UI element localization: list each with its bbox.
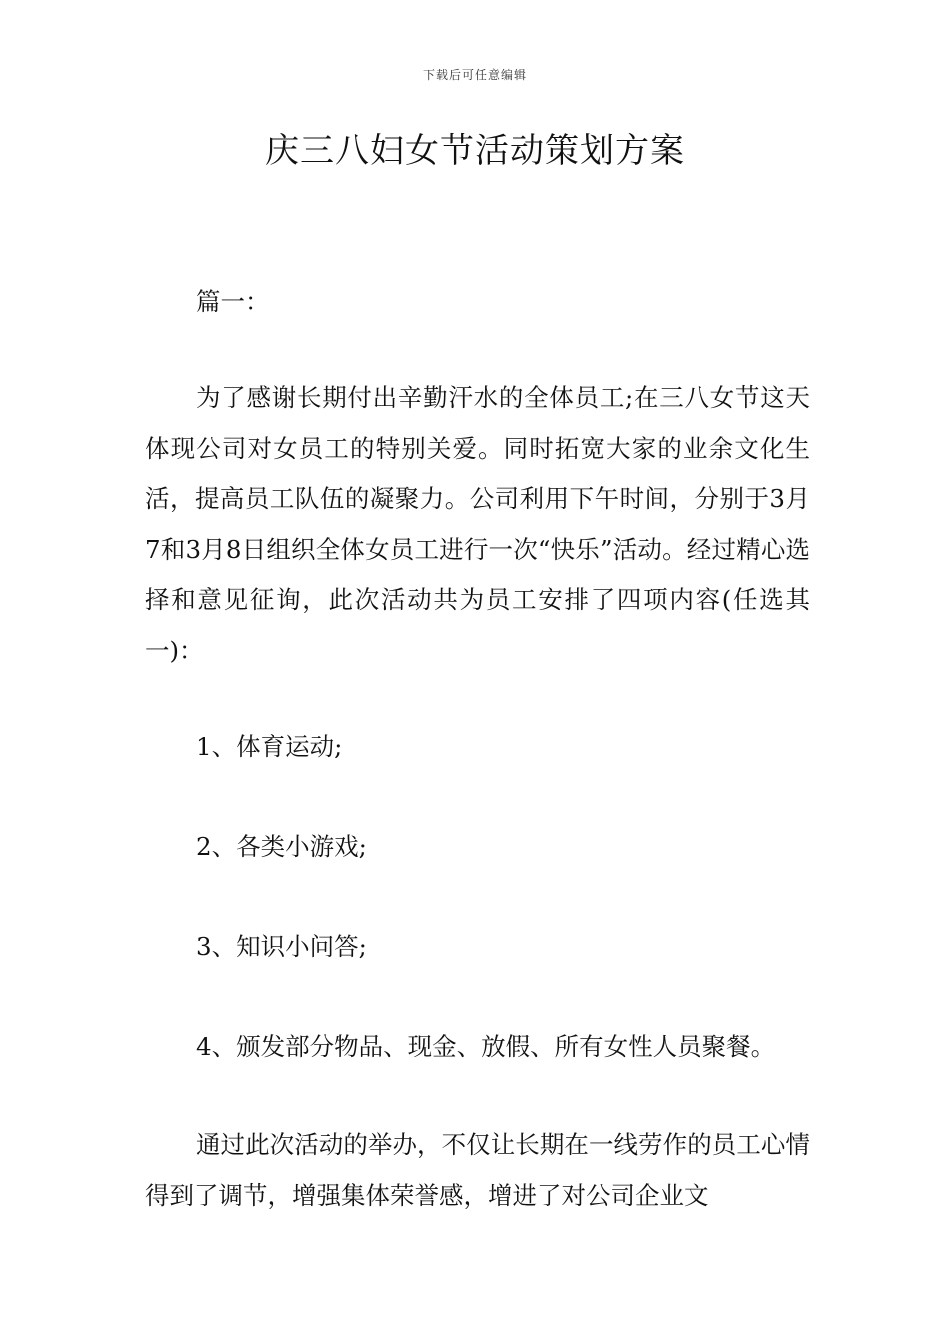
list-item-4: 4、颁发部分物品、现金、放假、所有女性人员聚餐。 bbox=[196, 1032, 776, 1061]
list-item-3: 3、知识小问答; bbox=[196, 932, 367, 961]
list-item-2: 2、各类小游戏; bbox=[196, 832, 367, 861]
header-note: 下载后可任意编辑 bbox=[422, 68, 527, 82]
list-item-1: 1、体育运动; bbox=[196, 732, 343, 761]
intro-paragraph: 为了感谢长期付出辛勤汗水的全体员工;在三八女节这天体现公司对女员工的特别关爱。同时拓宽大家的业余文化生活，提高员工队伍的凝聚力。公司利用下午时间，分别于3月7和3月8日组织全体女员工进行一次“快乐”活动。经过精心选择和意见征询，此次活动共为员工安排了四项内容(任选其一)： bbox=[145, 383, 810, 665]
document-title: 庆三八妇女节活动策划方案 bbox=[265, 131, 685, 171]
section-label: 篇一： bbox=[196, 287, 270, 316]
closing-paragraph: 通过此次活动的举办，不仅让长期在一线劳作的员工心情得到了调节，增强集体荣誉感，增进了对公司企业文 bbox=[145, 1130, 810, 1210]
